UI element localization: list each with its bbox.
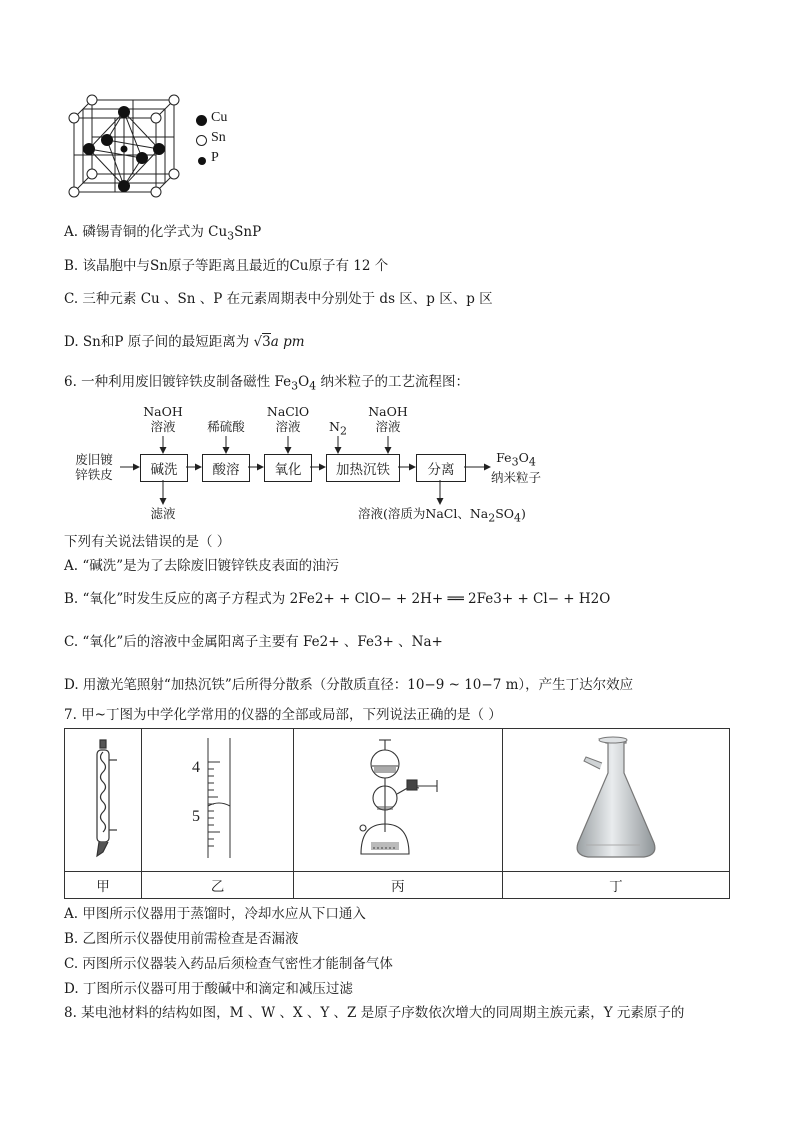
q7-option-d: D. 丁图所示仪器可用于酸碱中和滴定和减压过滤 [64, 981, 353, 997]
step-box-alkali-wash: 碱洗 [140, 454, 188, 482]
step-box-heat-precipitate: 加热沉铁 [326, 454, 400, 482]
instrument-cell-jia [65, 729, 142, 872]
flow-solution-label: 溶液(溶质为NaCl、$Na_2SO_4$) [358, 506, 526, 525]
flow-filtrate-label: 滤液 [150, 506, 176, 521]
q7-option-c: C. 丙图所示仪器装入药品后须检查气密性才能制备气体 [64, 956, 393, 972]
suction-flask-icon [556, 733, 676, 863]
step-box-oxidation: 氧化 [264, 454, 312, 482]
reagent-1: NaOH 溶液 [143, 404, 183, 434]
legend [196, 110, 256, 170]
cu-dot-icon [196, 115, 207, 126]
q6-question: 下列有关说法错误的是（ ） [64, 534, 231, 550]
legend-label-sn: Sn [211, 130, 226, 145]
legend-label-cu: Cu [211, 110, 228, 125]
scale-mark-5: 5 [191, 808, 200, 825]
q5-option-b: B. 该晶胞中与Sn原子等距离且最近的Cu原子有 12 个 [64, 258, 389, 274]
q8-stem: 8. 某电池材料的结构如图，M 、W 、X 、Y 、Z 是原子序数依次增大的同周期主族元素，Y 元素原子的 [64, 1005, 685, 1021]
label-ding: 丁 [502, 872, 729, 899]
q6-option-a: A. “碱洗”是为了去除废旧镀锌铁皮表面的油污 [64, 558, 340, 574]
label-yi: 乙 [142, 872, 294, 899]
q6-option-d: D. 用激光笔照射“加热沉铁”后所得分散系（分散质直径：10−9 ~ 10−7 m），产生丁达尔效应 [64, 677, 634, 693]
label-jia: 甲 [65, 872, 142, 899]
crystal-cell-figure [62, 92, 192, 202]
graduated-tube-icon [178, 736, 258, 860]
process-flowchart [60, 402, 560, 527]
q5-option-c: C. 三种元素 Cu 、Sn 、P 在元素周期表中分别处于 ds 区、p 区、p 区 [64, 291, 493, 307]
scale-mark-4: 4 [191, 759, 200, 776]
q6-option-b: B. “氧化”时发生反应的离子方程式为 2Fe2+ + ClO− + 2H+ ══ 2Fe3+ + Cl− + H2O [64, 591, 611, 607]
instrument-cell-ding [502, 729, 729, 872]
flow-product-label: $Fe_3O_4$ 纳米粒子 [490, 450, 541, 485]
reagent-4: $N_2$ [329, 419, 347, 438]
q7-option-b: B. 乙图所示仪器使用前需检查是否漏液 [64, 931, 299, 947]
q5-option-d: D. Sn和P 原子间的最短距离为 √3a pm [64, 334, 305, 350]
instrument-table [64, 728, 730, 899]
legend-label-p: P [211, 150, 219, 165]
step-box-acid-dissolve: 酸溶 [202, 454, 250, 482]
q7-stem: 7. 甲~丁图为中学化学常用的仪器的全部或局部，下列说法正确的是（ ） [64, 707, 502, 723]
kipp-apparatus-icon [343, 736, 453, 860]
reagent-3: NaClO 溶液 [266, 404, 310, 434]
q6-option-c: C. “氧化”后的溶液中金属阳离子主要有 Fe2+ 、Fe3+ 、Na+ [64, 634, 443, 650]
flow-start-label: 废旧镀 锌铁皮 [75, 452, 113, 482]
q5-option-a: A. 磷锡青铜的化学式为 $Cu_3SnP$ [64, 224, 262, 243]
flow-arrows [60, 402, 560, 527]
step-box-separation: 分离 [416, 454, 466, 482]
instrument-cell-bing [294, 729, 503, 872]
q7-option-a: A. 甲图所示仪器用于蒸馏时，冷却水应从下口通入 [64, 906, 366, 922]
instrument-cell-yi [142, 729, 294, 872]
sn-circle-icon [196, 135, 207, 146]
p-dot-icon [198, 157, 206, 165]
reagent-2: 稀硫酸 [207, 419, 245, 434]
reagent-5: NaOH 溶液 [368, 404, 408, 434]
label-bing: 丙 [294, 872, 503, 899]
q6-stem: 6. 一种利用废旧镀锌铁皮制备磁性 $Fe_3O_4$ 纳米粒子的工艺流程图： [64, 374, 469, 393]
condenser-icon [83, 736, 123, 860]
sqrt-symbol: √ [253, 334, 263, 350]
